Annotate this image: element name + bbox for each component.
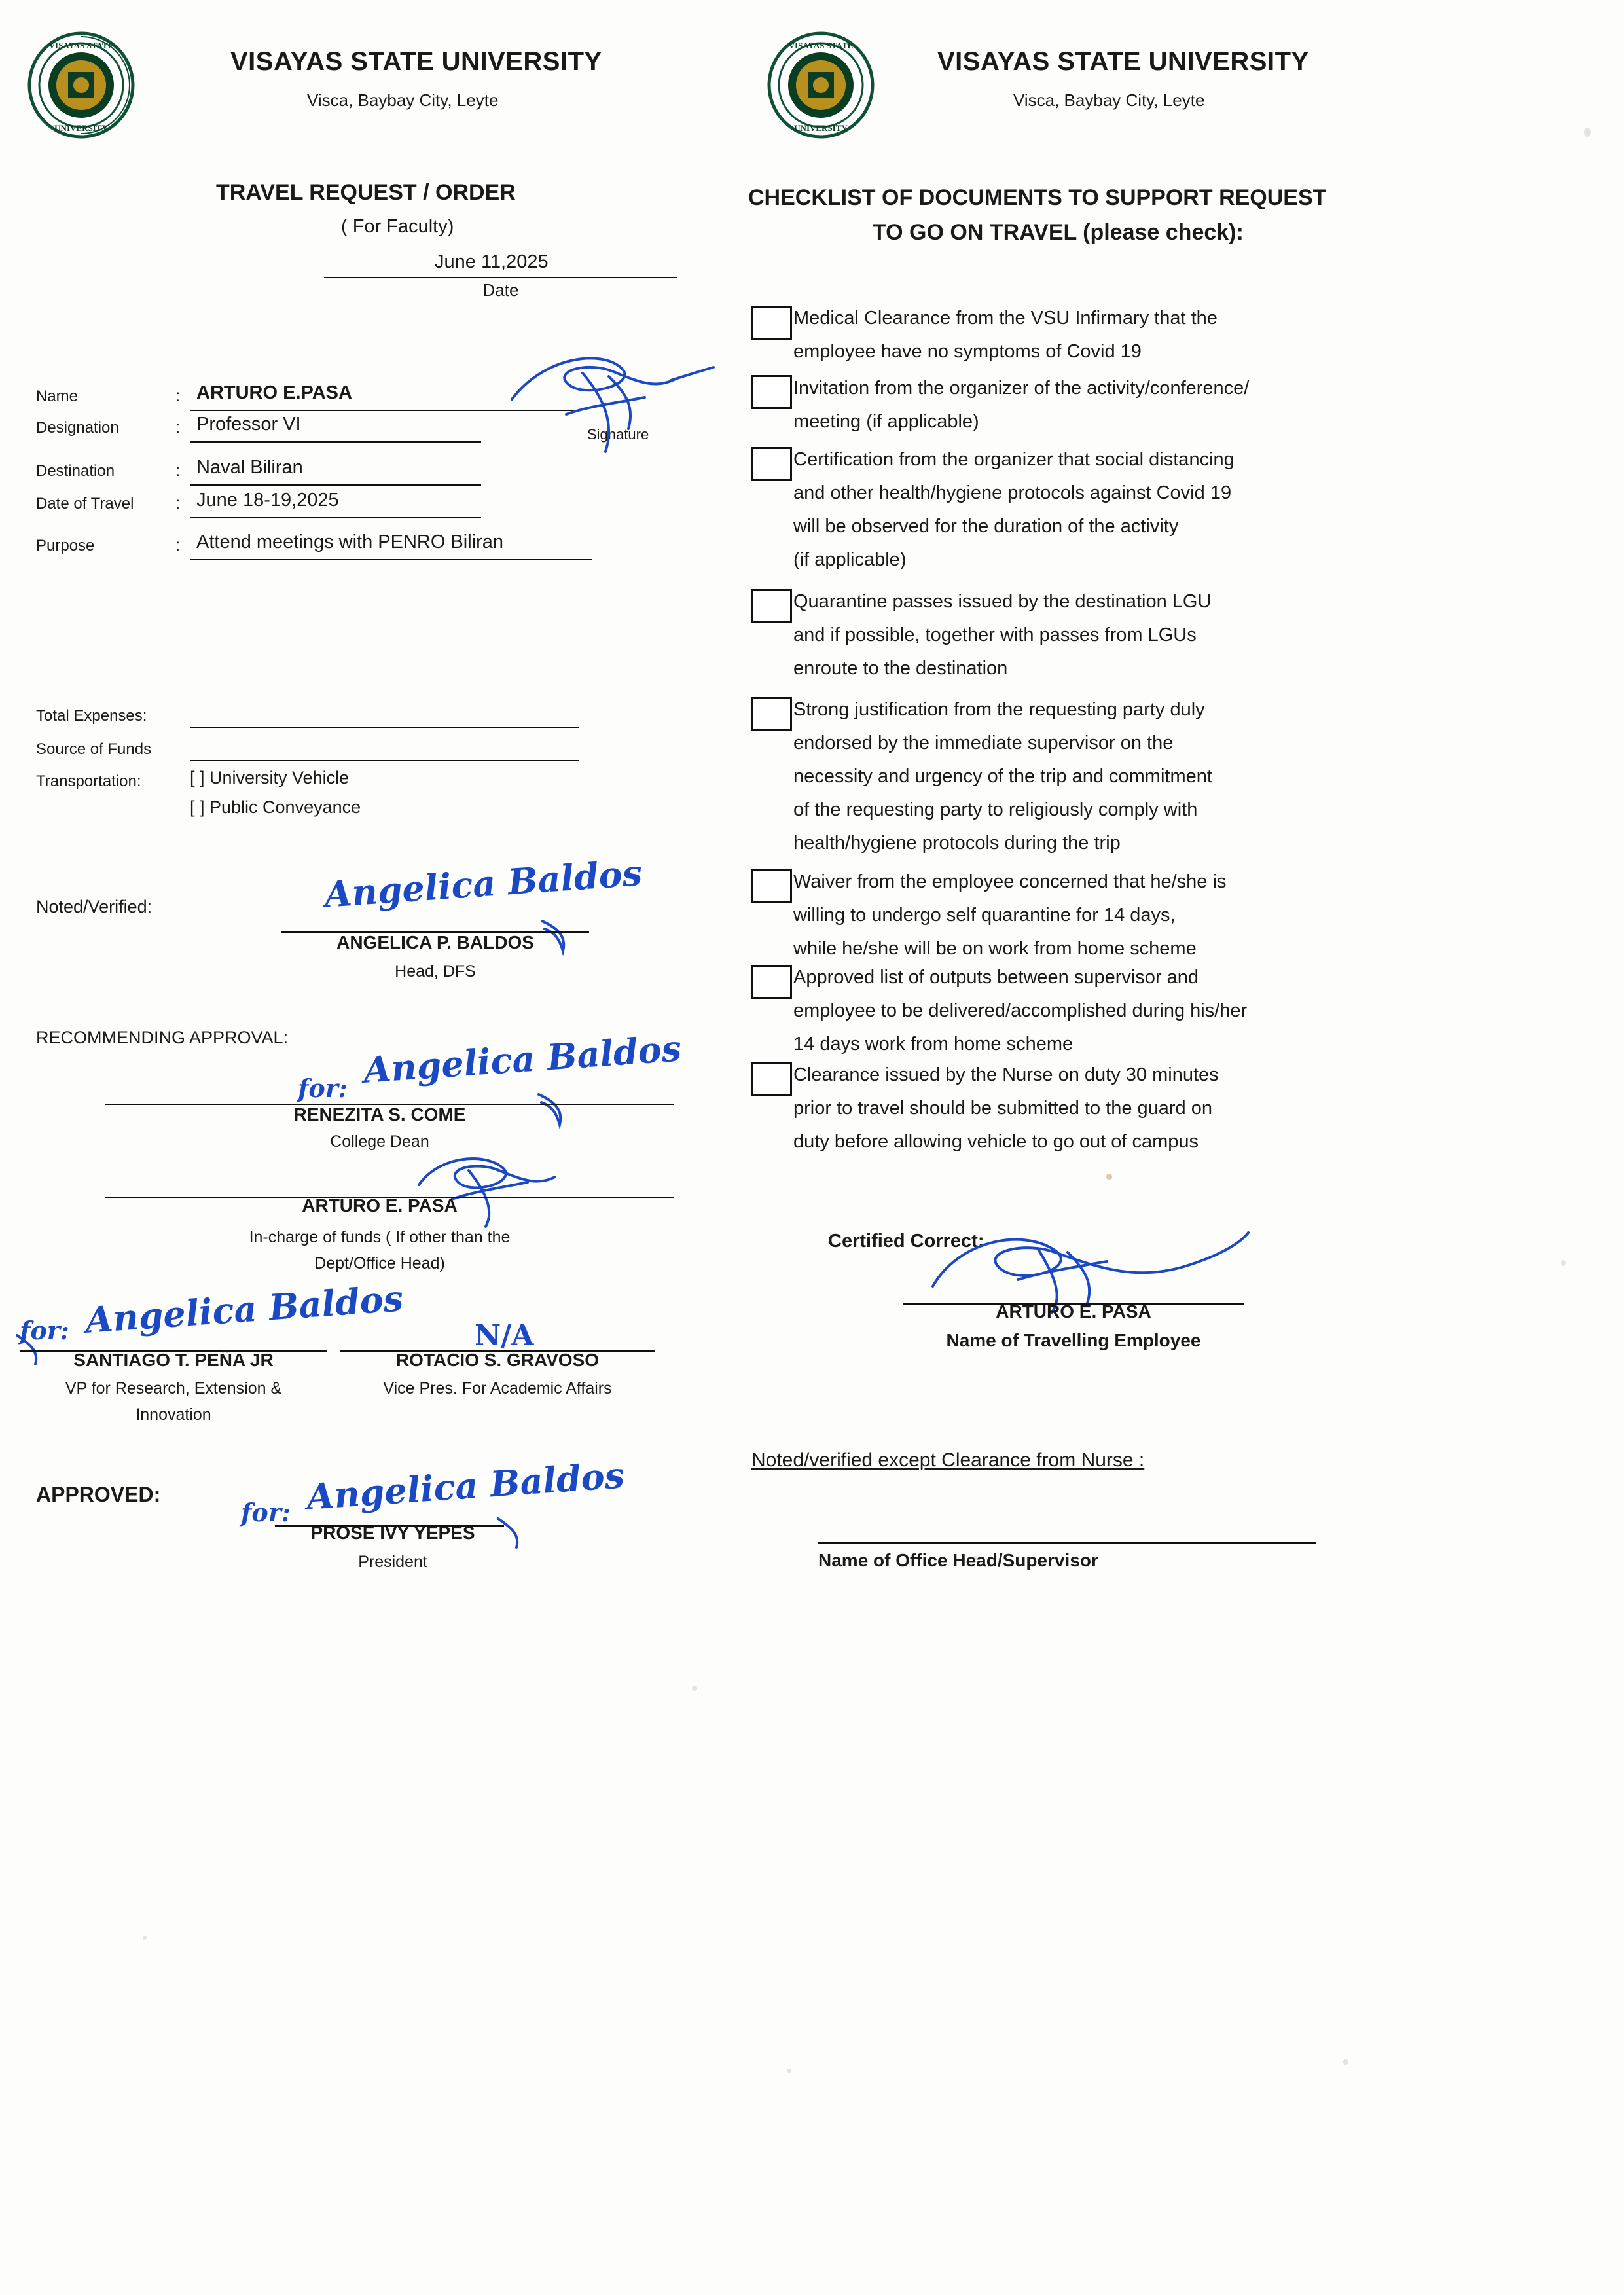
field-label-date-of-travel: Date of Travel [36,495,134,513]
field-colon-date-of-travel: : [175,493,181,513]
checklist-checkbox-6[interactable] [751,869,792,903]
field-colon-purpose: : [175,535,181,554]
field-colon-destination: : [175,460,181,480]
checklist-text-6-1: Waiver from the employee concerned that he/she is [793,871,1227,892]
noted-except-nurse-label: Noted/verified except Clearance from Nurse : [751,1449,1145,1471]
university-address-right: Visca, Baybay City, Leyte [1013,90,1205,110]
svg-text:VISAYAS STATE: VISAYAS STATE [48,41,114,50]
vp1-position-line1: VP for Research, Extension & [65,1379,282,1398]
signature-ink-pena: Angelica Baldos [84,1277,405,1341]
scan-speckle [1584,128,1591,137]
checklist-checkbox-2[interactable] [751,375,792,409]
signature-ink-come: Angelica Baldos [362,1027,683,1091]
checklist-text-7-2: employee to be delivered/accomplished during his/her [793,1000,1248,1021]
checklist-text-5-5: health/hygiene protocols during the trip [793,833,1121,854]
field-label-source-of-funds: Source of Funds [36,740,152,758]
university-name-right: VISAYAS STATE UNIVERSITY [937,47,1309,76]
checklist-text-6-3: while he/she will be on work from home scheme [793,938,1197,959]
signature-prefix-president: for: [241,1498,291,1527]
vp2-position: Vice Pres. For Academic Affairs [383,1379,612,1398]
certified-employee-caption: Name of Travelling Employee [946,1330,1201,1350]
svg-text:UNIVERSITY: UNIVERSITY [54,123,108,133]
field-rule-designation [190,441,481,443]
checklist-text-8-2: prior to travel should be submitted to the guard on [793,1098,1212,1119]
checklist-text-3-4: (if applicable) [793,549,907,570]
president-position: President [358,1553,427,1571]
date-rule [324,277,677,278]
scan-speckle [787,2069,791,2073]
funds-name: ARTURO E. PASA [302,1195,458,1216]
date-value: June 11,2025 [435,251,549,272]
checklist-text-4-1: Quarantine passes issued by the destination LGU [793,591,1212,612]
office-head-rule [818,1542,1316,1544]
checklist-text-7-3: 14 days work from home scheme [793,1034,1074,1055]
field-rule-purpose [190,559,592,560]
field-label-name: Name [36,388,79,405]
field-rule-date-of-travel [190,517,481,518]
field-rule-name [190,410,579,411]
scan-speckle [692,1686,697,1691]
checklist-checkbox-4[interactable] [751,589,792,623]
field-rule-total-expenses [190,727,579,728]
left-form-subtitle: ( For Faculty) [341,216,454,237]
field-value-name: ARTURO E.PASA [196,382,352,403]
funds-position-line2: Dept/Office Head) [314,1254,445,1273]
checklist-text-3-1: Certification from the organizer that social distancing [793,449,1235,470]
checklist-text-2-2: meeting (if applicable) [793,411,979,432]
vp1-name: SANTIAGO T. PEÑA JR [73,1350,274,1370]
field-value-purpose: Attend meetings with PENRO Biliran [196,532,504,552]
scan-speckle [143,1936,147,1940]
right-checklist-title-line1: CHECKLIST OF DOCUMENTS TO SUPPORT REQUEST [748,185,1327,210]
transport-option-public-conveyance[interactable]: [ ] Public Conveyance [190,797,361,817]
checklist-checkbox-7[interactable] [751,965,792,999]
signature-prefix-come: for: [298,1074,348,1103]
scan-speckle [1106,1174,1112,1180]
field-rule-destination [190,484,481,486]
scan-speckle [1561,1260,1566,1266]
dean-position: College Dean [330,1132,429,1151]
field-value-designation: Professor VI [196,414,301,435]
noted-position: Head, DFS [395,962,476,981]
field-colon-name: : [175,386,181,405]
checklist-text-4-3: enroute to the destination [793,658,1008,679]
certified-correct-label: Certified Correct: [828,1231,984,1252]
university-name-left: VISAYAS STATE UNIVERSITY [230,47,602,76]
signature-caption: Signature [587,426,649,443]
approved-label: APPROVED: [36,1483,161,1506]
vp2-name: ROTACIO S. GRAVOSO [395,1350,600,1370]
checklist-checkbox-3[interactable] [751,447,792,481]
university-seal-right [767,31,875,139]
noted-name: ANGELICA P. BALDOS [336,932,534,952]
scan-speckle [1343,2059,1348,2065]
field-label-designation: Designation [36,419,119,437]
certified-employee-name: ARTURO E. PASA [996,1301,1151,1322]
president-name: PROSE IVY YEPES [310,1523,475,1543]
signature-ink-baldos: Angelica Baldos [323,852,643,916]
checklist-checkbox-5[interactable] [751,697,792,731]
svg-text:UNIVERSITY: UNIVERSITY [794,123,848,133]
checklist-text-7-1: Approved list of outputs between supervisor and [793,967,1199,988]
university-address-left: Visca, Baybay City, Leyte [307,90,499,110]
recommending-approval-label: RECOMMENDING APPROVAL: [36,1028,289,1047]
checklist-text-1-1: Medical Clearance from the VSU Infirmary that the [793,308,1218,329]
field-label-total-expenses: Total Expenses: [36,707,147,725]
field-label-purpose: Purpose [36,537,95,554]
checklist-text-6-2: willing to undergo self quarantine for 14 days, [793,905,1176,926]
field-label-destination: Destination [36,462,115,480]
checklist-text-8-1: Clearance issued by the Nurse on duty 30 minutes [793,1064,1219,1085]
signature-ink-president: Angelica Baldos [305,1454,626,1518]
checklist-text-5-2: endorsed by the immediate supervisor on the [793,732,1174,753]
checklist-text-5-1: Strong justification from the requesting party duly [793,699,1205,720]
left-form-title: TRAVEL REQUEST / ORDER [216,180,516,205]
vp2-na-mark: N/A [475,1319,534,1352]
svg-text:VISAYAS STATE: VISAYAS STATE [788,41,854,50]
checklist-text-8-3: duty before allowing vehicle to go out of campus [793,1131,1199,1152]
noted-verified-label: Noted/Verified: [36,897,153,916]
field-colon-designation: : [175,417,181,437]
office-head-caption: Name of Office Head/Supervisor [818,1550,1098,1570]
field-label-transportation: Transportation: [36,772,141,790]
date-label: Date [482,280,519,300]
funds-position-line1: In-charge of funds ( If other than the [249,1228,511,1246]
transport-option-university-vehicle[interactable]: [ ] University Vehicle [190,768,350,787]
checklist-text-4-2: and if possible, together with passes from LGUs [793,624,1197,645]
checklist-text-5-4: of the requesting party to religiously comply with [793,799,1198,820]
signature-ink-pasa-funds [406,1139,576,1231]
signature-prefix-pena: for: [20,1316,69,1345]
checklist-text-1-2: employee have no symptoms of Covid 19 [793,341,1142,362]
checklist-checkbox-1[interactable] [751,306,792,340]
checklist-checkbox-8[interactable] [751,1062,792,1096]
dean-name: RENEZITA S. COME [293,1104,466,1125]
checklist-text-3-2: and other health/hygiene protocols against Covid 19 [793,482,1232,503]
checklist-text-5-3: necessity and urgency of the trip and commitment [793,766,1212,787]
checklist-text-3-3: will be observed for the duration of the activity [793,516,1179,537]
right-checklist-title-line2: TO GO ON TRAVEL (please check): [873,220,1244,245]
checklist-text-2-1: Invitation from the organizer of the activity/conference/ [793,378,1250,399]
vp1-position-line2: Innovation [135,1405,211,1424]
field-value-destination: Naval Biliran [196,457,303,478]
field-rule-source-of-funds [190,760,579,761]
field-value-date-of-travel: June 18-19,2025 [196,490,339,511]
university-seal-left [27,31,135,139]
